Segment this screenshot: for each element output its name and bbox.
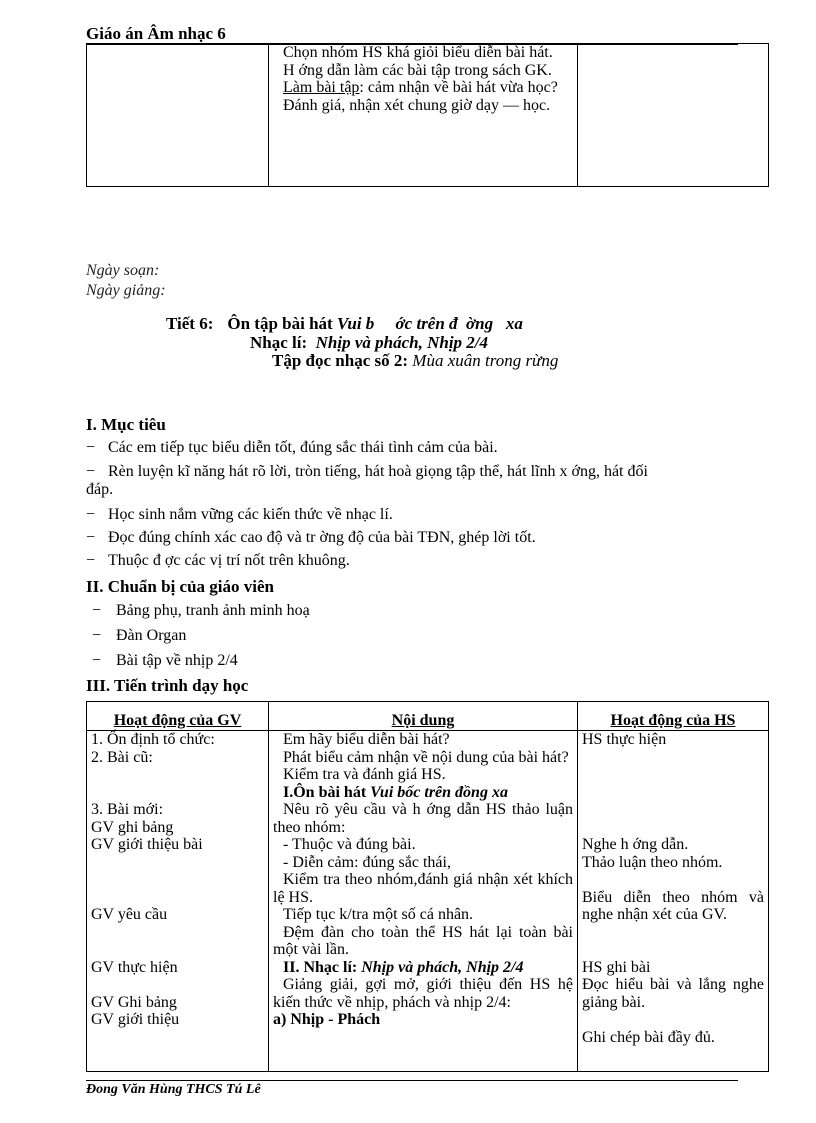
top-line-1: Chọn nhóm HS khá giỏi biểu diễn bài hát. [283,44,553,61]
ngay-soan: Ngày soạn: [86,262,160,279]
gv-line: 2. Bài cũ: [91,748,153,766]
hs-line: Nghe h ớng dẫn. [582,836,689,853]
top-table-gv-cell [87,44,269,187]
gv-line: GV giới thiệu [91,1011,180,1028]
objective-item: − Thuộc đ ợc các vị trí nốt trên khuông. [86,552,350,569]
nd-line: - Thuộc và đúng bài. [283,836,416,853]
gv-line: 1. Ổn định tổ chức: [91,731,215,748]
objective-item: − Học sinh nắm vững các kiến thức về nhạc lí. [86,506,393,523]
top-line-3-rest: : cảm nhận về bài hát vừa học? [359,79,558,96]
tiet-label: Tiết 6: [166,314,214,333]
content-cell [269,731,578,1072]
objective-item: − Các em tiếp tục biểu diễn tốt, đúng sắc thái tình cảm của bài. [86,439,498,456]
hs-line: Ghi chép bài đầy đủ. [582,1028,715,1046]
nd-heading-1: I.Ôn bài hát Vui bốc trên đồng xa [283,783,508,801]
tdn-label: Tập đọc nhạc số 2: [272,351,409,370]
nhac-li-label: Nhạc lí: [250,333,308,352]
prep-item: − Bảng phụ, tranh ảnh minh hoạ [92,602,310,619]
header-gv-activity: Hoạt động của GV [87,702,269,731]
gv-line: GV Ghi bảng [91,993,177,1011]
nd-line: Kiểm tra và đánh giá HS. [283,766,446,783]
hs-line: HS thực hiện [582,731,667,748]
nd-line: Giảng giải, gợi mở, giới thiệu đến HS hệ kiến thức về nhịp, phách và nhịp 2/4: [273,976,573,1011]
hs-line: Đọc hiểu bài và lắng nghe giảng bài. [582,976,764,1011]
nd-line: Phát biểu cảm nhận về nội dung của bài hát? [283,748,569,766]
lesson-plan-table [86,701,769,1072]
objective-item-continued: đáp. [86,481,114,498]
nhac-li-line [250,333,488,353]
header-content: Nội dung [269,702,578,731]
tdn-line [272,351,558,371]
nd-line: - Diễn cảm: đúng sắc thái, [283,853,451,871]
nd-heading-2: II. Nhạc lí: Nhịp và phách, Nhịp 2/4 [283,958,524,976]
nd-line: Kiểm tra theo nhóm,đánh giá nhận xét khích lệ HS. [273,871,573,906]
prep-item: − Bài tập về nhịp 2/4 [92,652,238,669]
gv-line: 3. Bài mới: [91,801,164,818]
hs-activity-cell [578,731,769,1072]
objective-item: − Rèn luyện kĩ năng hát rõ lời, tròn tiếng, hát hoà giọng tập thể, hát lĩnh x ớng, hát đối [86,463,648,480]
ngay-giang: Ngày giảng: [86,282,166,299]
gv-activity-cell [87,731,269,1072]
prep-item: − Đàn Organ [92,627,187,644]
nd-line: Đệm đàn cho toàn thể HS hát lại toàn bài một vài lần. [273,923,573,958]
page-header-title: Giáo án Âm nhạc 6 [86,24,226,43]
footer-rule [86,1080,738,1081]
lesson-title-line [166,314,523,334]
objective-item: − Đọc đúng chính xác cao độ và tr ờng độ của bài TĐN, ghép lời tốt. [86,529,536,546]
nhac-li-value: Nhịp và phách, Nhịp 2/4 [315,333,489,352]
gv-line: GV giới thiệu bài [91,836,203,853]
top-line-4: Đánh giá, nhận xét chung giờ dạy — học. [283,96,551,114]
top-continuation-table [86,43,769,187]
section-2-title: II. Chuẩn bị của giáo viên [86,577,274,596]
header-hs-activity: Hoạt động của HS [578,702,769,731]
top-line-2: H ớng dẫn làm các bài tập trong sách GK. [283,61,552,79]
gv-line: GV thực hiện [91,958,178,976]
top-table-hs-cell [578,44,769,187]
nd-line: Tiếp tục k/tra một số cá nhân. [283,906,474,923]
section-3-title: III. Tiến trình dạy học [86,676,249,695]
top-table-content-cell [269,44,578,187]
top-line-3-underlined: Làm bài tập [283,79,360,96]
gv-line: GV yêu cầu [91,906,168,923]
footer-author: Đong Văn Hùng THCS Tú Lê [86,1082,261,1097]
nd-line: Nêu rõ yêu cầu và h ớng dẫn HS thảo luận theo nhóm: [273,801,573,836]
gv-line: GV ghi bảng [91,818,174,836]
hs-line: HS ghi bài [582,958,651,976]
hs-line: Thảo luận theo nhóm. [582,853,723,871]
nd-heading-3: a) Nhịp - Phách [273,1011,381,1028]
hs-line: Biểu diễn theo nhóm và nghe nhận xét của GV. [582,888,764,923]
nd-line: Em hãy biểu diễn bài hát? [283,731,450,748]
song-title: Vui b ớc trên đ ờng xa [336,314,523,333]
tdn-value: Mùa xuân trong rừng [412,351,559,370]
section-1-title: I. Mục tiêu [86,415,166,434]
on-tap-label: Ôn tập bài hát [227,314,333,333]
top-line-3 [273,79,573,97]
